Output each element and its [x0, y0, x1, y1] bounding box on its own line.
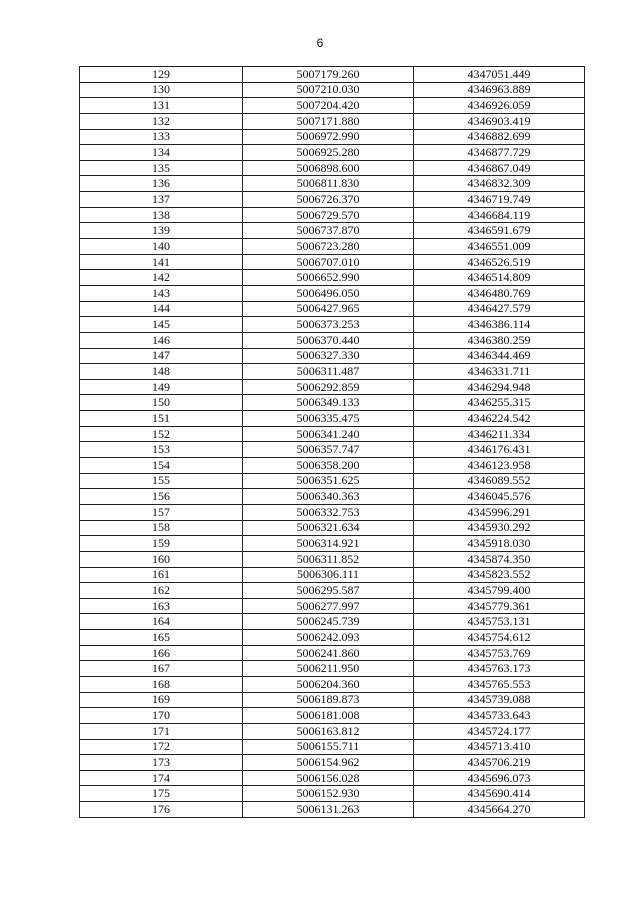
- y-coordinate-cell: 4345753.769: [414, 645, 585, 661]
- table-row: [80, 192, 585, 208]
- point-number-cell: 132: [80, 113, 243, 129]
- y-coordinate-cell: 4346294.948: [414, 379, 585, 395]
- y-coordinate-cell: 4346877.729: [414, 145, 585, 161]
- y-coordinate-cell: 4345739.088: [414, 692, 585, 708]
- point-number-cell: 150: [80, 395, 243, 411]
- page-number: 6: [316, 36, 324, 50]
- point-number-cell: 136: [80, 176, 243, 192]
- point-number-cell: 153: [80, 442, 243, 458]
- y-coordinate-cell: 4346176.431: [414, 442, 585, 458]
- x-coordinate-cell: 5006723.280: [243, 239, 414, 255]
- table-row: [80, 82, 585, 98]
- x-coordinate-cell: 5006332.753: [243, 504, 414, 520]
- y-coordinate-cell: 4346832.309: [414, 176, 585, 192]
- x-coordinate-cell: 5006737.870: [243, 223, 414, 239]
- x-coordinate-cell: 5006427.965: [243, 301, 414, 317]
- y-coordinate-cell: 4345918.030: [414, 536, 585, 552]
- y-coordinate-cell: 4346045.576: [414, 489, 585, 505]
- table-row: [80, 614, 585, 630]
- x-coordinate-cell: 5006373.253: [243, 317, 414, 333]
- point-number-cell: 171: [80, 723, 243, 739]
- x-coordinate-cell: 5006335.475: [243, 411, 414, 427]
- x-coordinate-cell: 5006295.587: [243, 583, 414, 599]
- table-row: [80, 739, 585, 755]
- table-row: [80, 442, 585, 458]
- table-row: [80, 176, 585, 192]
- y-coordinate-cell: 4346380.259: [414, 332, 585, 348]
- x-coordinate-cell: 5006189.873: [243, 692, 414, 708]
- table-row: [80, 645, 585, 661]
- table-row: [80, 223, 585, 239]
- point-number-cell: 168: [80, 676, 243, 692]
- point-number-cell: 137: [80, 192, 243, 208]
- x-coordinate-cell: 5006496.050: [243, 285, 414, 301]
- y-coordinate-cell: 4345724.177: [414, 723, 585, 739]
- x-coordinate-cell: 5006163.812: [243, 723, 414, 739]
- x-coordinate-cell: 5007179.260: [243, 67, 414, 83]
- x-coordinate-cell: 5006156.028: [243, 770, 414, 786]
- table-row: [80, 348, 585, 364]
- point-number-cell: 174: [80, 770, 243, 786]
- x-coordinate-cell: 5006358.200: [243, 458, 414, 474]
- point-number-cell: 158: [80, 520, 243, 536]
- point-number-cell: 148: [80, 364, 243, 380]
- table-row: [80, 317, 585, 333]
- y-coordinate-cell: 4346551.009: [414, 239, 585, 255]
- y-coordinate-cell: 4345823.552: [414, 567, 585, 583]
- x-coordinate-cell: 5006898.600: [243, 160, 414, 176]
- point-number-cell: 139: [80, 223, 243, 239]
- table-row: [80, 630, 585, 646]
- y-coordinate-cell: 4346903.419: [414, 113, 585, 129]
- y-coordinate-cell: 4346719.749: [414, 192, 585, 208]
- point-number-cell: 163: [80, 598, 243, 614]
- point-number-cell: 130: [80, 82, 243, 98]
- x-coordinate-cell: 5006131.263: [243, 802, 414, 818]
- x-coordinate-cell: 5006155.711: [243, 739, 414, 755]
- x-coordinate-cell: 5006811.830: [243, 176, 414, 192]
- table-row: [80, 67, 585, 83]
- point-number-cell: 172: [80, 739, 243, 755]
- point-number-cell: 129: [80, 67, 243, 83]
- point-number-cell: 176: [80, 802, 243, 818]
- table-row: [80, 473, 585, 489]
- y-coordinate-cell: 4346926.059: [414, 98, 585, 114]
- y-coordinate-cell: 4345765.553: [414, 676, 585, 692]
- point-number-cell: 145: [80, 317, 243, 333]
- x-coordinate-cell: 5006340.363: [243, 489, 414, 505]
- table-row: [80, 504, 585, 520]
- point-number-cell: 157: [80, 504, 243, 520]
- table-row: [80, 145, 585, 161]
- x-coordinate-cell: 5006152.930: [243, 786, 414, 802]
- y-coordinate-cell: 4346344.469: [414, 348, 585, 364]
- x-coordinate-cell: 5007204.420: [243, 98, 414, 114]
- table-row: [80, 520, 585, 536]
- point-number-cell: 169: [80, 692, 243, 708]
- table-row: [80, 113, 585, 129]
- x-coordinate-cell: 5006242.093: [243, 630, 414, 646]
- y-coordinate-cell: 4346331.711: [414, 364, 585, 380]
- point-number-cell: 160: [80, 551, 243, 567]
- point-number-cell: 134: [80, 145, 243, 161]
- y-coordinate-cell: 4345799.400: [414, 583, 585, 599]
- table-row: [80, 411, 585, 427]
- x-coordinate-cell: 5007210.030: [243, 82, 414, 98]
- y-coordinate-cell: 4345753.131: [414, 614, 585, 630]
- y-coordinate-cell: 4346427.579: [414, 301, 585, 317]
- point-number-cell: 147: [80, 348, 243, 364]
- x-coordinate-cell: 5006729.570: [243, 207, 414, 223]
- table-row: [80, 270, 585, 286]
- x-coordinate-cell: 5006321.634: [243, 520, 414, 536]
- x-coordinate-cell: 5006351.625: [243, 473, 414, 489]
- point-number-cell: 170: [80, 708, 243, 724]
- table-row: [80, 364, 585, 380]
- x-coordinate-cell: 5006341.240: [243, 426, 414, 442]
- table-row: [80, 301, 585, 317]
- point-number-cell: 135: [80, 160, 243, 176]
- point-number-cell: 173: [80, 755, 243, 771]
- table-row: [80, 489, 585, 505]
- point-number-cell: 164: [80, 614, 243, 630]
- point-number-cell: 156: [80, 489, 243, 505]
- y-coordinate-cell: 4346867.049: [414, 160, 585, 176]
- x-coordinate-cell: 5006652.990: [243, 270, 414, 286]
- x-coordinate-cell: 5006370.440: [243, 332, 414, 348]
- point-number-cell: 140: [80, 239, 243, 255]
- point-number-cell: 149: [80, 379, 243, 395]
- y-coordinate-cell: 4345930.292: [414, 520, 585, 536]
- x-coordinate-cell: 5006349.133: [243, 395, 414, 411]
- coordinates-table-body: [80, 67, 585, 818]
- y-coordinate-cell: 4346684.119: [414, 207, 585, 223]
- table-row: [80, 536, 585, 552]
- y-coordinate-cell: 4346255.315: [414, 395, 585, 411]
- table-row: [80, 395, 585, 411]
- x-coordinate-cell: 5006311.852: [243, 551, 414, 567]
- y-coordinate-cell: 4345779.361: [414, 598, 585, 614]
- y-coordinate-cell: 4346591.679: [414, 223, 585, 239]
- point-number-cell: 162: [80, 583, 243, 599]
- table-row: [80, 692, 585, 708]
- x-coordinate-cell: 5006306.111: [243, 567, 414, 583]
- y-coordinate-cell: 4346514.809: [414, 270, 585, 286]
- y-coordinate-cell: 4346089.552: [414, 473, 585, 489]
- y-coordinate-cell: 4346882.699: [414, 129, 585, 145]
- y-coordinate-cell: 4345690.414: [414, 786, 585, 802]
- point-number-cell: 159: [80, 536, 243, 552]
- x-coordinate-cell: 5006245.739: [243, 614, 414, 630]
- y-coordinate-cell: 4346526.519: [414, 254, 585, 270]
- y-coordinate-cell: 4345754.612: [414, 630, 585, 646]
- y-coordinate-cell: 4346480.769: [414, 285, 585, 301]
- table-row: [80, 755, 585, 771]
- table-row: [80, 254, 585, 270]
- x-coordinate-cell: 5006726.370: [243, 192, 414, 208]
- table-row: [80, 207, 585, 223]
- point-number-cell: 151: [80, 411, 243, 427]
- table-row: [80, 786, 585, 802]
- point-number-cell: 143: [80, 285, 243, 301]
- table-row: [80, 285, 585, 301]
- y-coordinate-cell: 4346211.334: [414, 426, 585, 442]
- point-number-cell: 138: [80, 207, 243, 223]
- y-coordinate-cell: 4346963.889: [414, 82, 585, 98]
- point-number-cell: 155: [80, 473, 243, 489]
- table-row: [80, 583, 585, 599]
- x-coordinate-cell: 5006314.921: [243, 536, 414, 552]
- point-number-cell: 146: [80, 332, 243, 348]
- x-coordinate-cell: 5006292.859: [243, 379, 414, 395]
- table-row: [80, 458, 585, 474]
- point-number-cell: 161: [80, 567, 243, 583]
- y-coordinate-cell: 4345733.643: [414, 708, 585, 724]
- y-coordinate-cell: 4345713.410: [414, 739, 585, 755]
- x-coordinate-cell: 5006241.860: [243, 645, 414, 661]
- table-row: [80, 160, 585, 176]
- table-row: [80, 661, 585, 677]
- x-coordinate-cell: 5006211.950: [243, 661, 414, 677]
- table-row: [80, 598, 585, 614]
- point-number-cell: 166: [80, 645, 243, 661]
- y-coordinate-cell: 4345874.350: [414, 551, 585, 567]
- point-number-cell: 144: [80, 301, 243, 317]
- y-coordinate-cell: 4346123.958: [414, 458, 585, 474]
- y-coordinate-cell: 4345664.270: [414, 802, 585, 818]
- table-row: [80, 770, 585, 786]
- y-coordinate-cell: 4346386.114: [414, 317, 585, 333]
- point-number-cell: 142: [80, 270, 243, 286]
- table-row: [80, 239, 585, 255]
- table-row: [80, 723, 585, 739]
- y-coordinate-cell: 4345706.219: [414, 755, 585, 771]
- point-number-cell: 165: [80, 630, 243, 646]
- table-row: [80, 379, 585, 395]
- x-coordinate-cell: 5006311.487: [243, 364, 414, 380]
- point-number-cell: 167: [80, 661, 243, 677]
- x-coordinate-cell: 5006154.962: [243, 755, 414, 771]
- point-number-cell: 133: [80, 129, 243, 145]
- table-row: [80, 551, 585, 567]
- point-number-cell: 152: [80, 426, 243, 442]
- table-row: [80, 567, 585, 583]
- table-row: [80, 708, 585, 724]
- x-coordinate-cell: 5006357.747: [243, 442, 414, 458]
- x-coordinate-cell: 5006327.330: [243, 348, 414, 364]
- point-number-cell: 141: [80, 254, 243, 270]
- point-number-cell: 175: [80, 786, 243, 802]
- point-number-cell: 154: [80, 458, 243, 474]
- y-coordinate-cell: 4347051.449: [414, 67, 585, 83]
- x-coordinate-cell: 5006925.280: [243, 145, 414, 161]
- x-coordinate-cell: 5006707.010: [243, 254, 414, 270]
- x-coordinate-cell: 5006181.008: [243, 708, 414, 724]
- table-row: [80, 332, 585, 348]
- x-coordinate-cell: 5006972.990: [243, 129, 414, 145]
- table-row: [80, 426, 585, 442]
- x-coordinate-cell: 5006204.360: [243, 676, 414, 692]
- table-row: [80, 98, 585, 114]
- x-coordinate-cell: 5006277.997: [243, 598, 414, 614]
- y-coordinate-cell: 4346224.542: [414, 411, 585, 427]
- y-coordinate-cell: 4345763.173: [414, 661, 585, 677]
- table-row: [80, 802, 585, 818]
- table-row: [80, 129, 585, 145]
- coordinates-table: [79, 66, 585, 818]
- point-number-cell: 131: [80, 98, 243, 114]
- table-row: [80, 676, 585, 692]
- y-coordinate-cell: 4345996.291: [414, 504, 585, 520]
- x-coordinate-cell: 5007171.880: [243, 113, 414, 129]
- y-coordinate-cell: 4345696.073: [414, 770, 585, 786]
